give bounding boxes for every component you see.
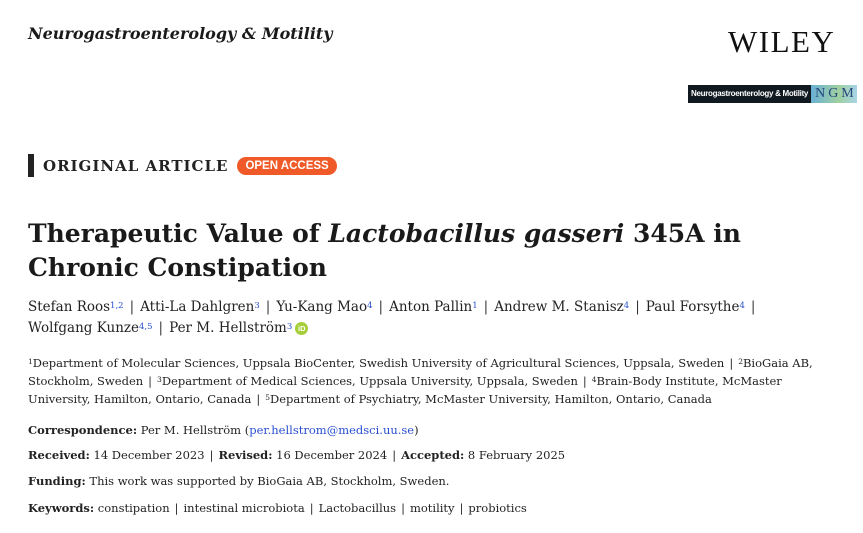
author-affiliation[interactable]: 4 (623, 301, 630, 311)
date-separator: | (392, 448, 397, 462)
author[interactable] (169, 320, 292, 336)
author[interactable] (276, 299, 372, 315)
journal-banner[interactable] (688, 85, 857, 103)
author-list (28, 297, 828, 339)
affiliation-text: Brain-Body Institute, McMaster University, Hamilton, Ontario, Canada (28, 374, 782, 406)
correspondence-name: Per M. Hellström (140, 423, 242, 437)
keyword[interactable]: motility (409, 501, 455, 515)
banner-mark: NGM (811, 85, 857, 103)
article-type-row (28, 154, 337, 177)
author-name: Paul Forsythe (645, 299, 740, 315)
author-separator: | (378, 299, 384, 315)
author-affiliation[interactable]: 3 (254, 301, 260, 311)
author[interactable] (494, 299, 629, 315)
date-separator: | (209, 448, 214, 462)
affiliation-number: 1 (28, 357, 33, 366)
author[interactable] (646, 299, 745, 315)
received-label: Received: (28, 448, 90, 462)
author[interactable] (28, 299, 124, 315)
author-affiliation[interactable]: 4 (739, 301, 745, 311)
received-date: 14 December 2023 (93, 448, 205, 462)
affiliation-separator: | (582, 374, 587, 388)
funding (28, 474, 449, 488)
author-separator: | (158, 320, 164, 336)
banner-journal-name: Neurogastroenterology & Motility (688, 85, 811, 103)
author-name: Andrew M. Stanisz (494, 299, 624, 315)
keyword-separator: | (309, 501, 314, 515)
correspondence-label: Correspondence: (28, 423, 138, 437)
author-name: Atti-La Dahlgren (140, 299, 255, 315)
orcid-icon[interactable]: iD (295, 322, 308, 335)
affiliation-number: 4 (591, 375, 597, 384)
author-name: Yu-Kang Mao (276, 299, 368, 315)
author-affiliation[interactable]: 1 (472, 301, 478, 311)
author[interactable] (28, 320, 153, 336)
title-part1: Therapeutic Value of (28, 219, 329, 248)
accepted-date: 8 February 2025 (467, 448, 566, 462)
correspondence-email-link[interactable]: per.hellstrom@medsci.uu.se (249, 423, 415, 437)
affiliation-number: 3 (157, 375, 162, 384)
keyword[interactable]: constipation (97, 501, 170, 515)
close-paren: ) (414, 423, 419, 437)
keyword[interactable]: intestinal microbiota (183, 501, 305, 515)
keyword-separator: | (459, 501, 464, 515)
keyword[interactable]: probiotics (468, 501, 527, 515)
keyword-separator: | (401, 501, 405, 515)
title-line2: Chronic Constipation (28, 253, 327, 282)
author-name: Wolfgang Kunze (28, 320, 139, 336)
author-affiliation[interactable]: 1,2 (110, 301, 124, 311)
author-name: Stefan Roos (28, 299, 111, 315)
affiliations (28, 354, 828, 408)
author-separator: | (750, 299, 756, 315)
keyword-separator: | (174, 501, 179, 515)
article-type-bar (28, 154, 34, 177)
affiliation-separator: | (729, 356, 734, 370)
keywords-label: Keywords: (28, 501, 95, 515)
funding-label: Funding: (28, 474, 86, 488)
affiliation-number: 2 (738, 357, 743, 366)
correspondence (28, 423, 419, 437)
open-access-badge: OPEN ACCESS (237, 157, 336, 175)
wiley-logo[interactable]: WILEY (728, 24, 836, 59)
affiliation-separator: | (256, 392, 261, 406)
affiliation-number: 5 (265, 393, 270, 402)
funding-text: This work was supported by BioGaia AB, Stockholm, Sweden. (89, 474, 450, 488)
author-separator: | (483, 299, 489, 315)
affiliation-text: Department of Psychiatry, McMaster University, Hamilton, Ontario, Canada (269, 392, 712, 406)
author-separator: | (129, 299, 135, 315)
article-dates (28, 448, 565, 462)
author-separator: | (635, 299, 640, 315)
keywords (28, 501, 527, 515)
author-name: Per M. Hellström (169, 320, 287, 336)
article-title (28, 217, 788, 285)
affiliation-separator: | (148, 374, 153, 388)
journal-name: Neurogastroenterology & Motility (28, 24, 333, 43)
author[interactable] (140, 299, 260, 315)
accepted-label: Accepted: (401, 448, 465, 462)
affiliation-text: Department of Medical Sciences, Uppsala University, Uppsala, Sweden (161, 374, 578, 388)
keyword[interactable]: Lactobacillus (318, 501, 397, 515)
title-part2: 345A in (624, 219, 741, 248)
author-separator: | (265, 299, 271, 315)
author-affiliation[interactable]: 4,5 (139, 322, 153, 332)
affiliation-text: Department of Molecular Sciences, Uppsala BioCenter, Swedish University of Agricultural Sciences, Uppsala, Sweden (32, 356, 725, 370)
author[interactable] (389, 299, 478, 315)
author-affiliation[interactable]: 3 (286, 322, 293, 332)
revised-date: 16 December 2024 (276, 448, 388, 462)
title-species: Lactobacillus gasseri (328, 219, 625, 248)
revised-label: Revised: (218, 448, 273, 462)
open-paren: ( (244, 423, 250, 437)
author-name: Anton Pallin (389, 299, 473, 315)
author-affiliation[interactable]: 4 (367, 301, 373, 311)
affiliation-text: BioGaia AB, Stockholm, Sweden (28, 356, 813, 388)
article-type: ORIGINAL ARTICLE (43, 156, 229, 175)
